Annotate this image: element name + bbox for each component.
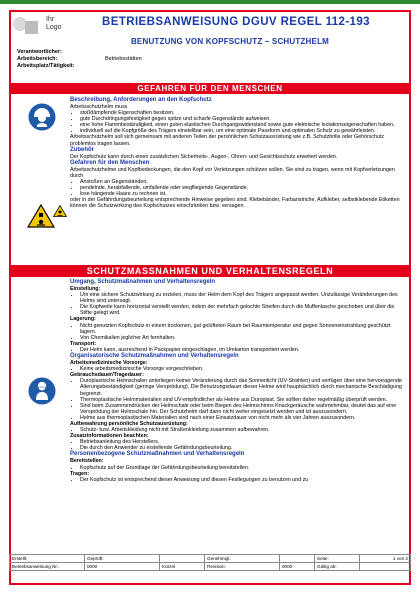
heading-zubehoer: Zubehör <box>70 146 94 153</box>
head-injury-warning-icon <box>53 204 67 222</box>
footer-empty <box>360 563 411 571</box>
subheading-einstellung: Einstellung: <box>70 286 101 292</box>
list-item: • Die durch den Anwender zu erstellende Gefährdungsbeurteilung. <box>80 445 405 451</box>
meta-row <box>17 63 142 70</box>
list-item: • lose hängende Haare zu rechnen ist, <box>80 191 405 197</box>
logo-shape-icon <box>11 14 41 40</box>
list-item: • Duroplastische Helmschalen unterliegen keiner Veränderung durch das Sonnenlicht (UV-Strahlen) und verfügen über eine hervorragende Alterungsbeständigkeit (geringe Versprödung). Die Benutzungsdauer dieser Helme wird hauptsächlich durch mechanische Beschädigung begrenzt. <box>80 378 405 396</box>
lagerung-list <box>70 323 405 341</box>
list-item: • Sind beim Zusammendrücken der Helmschale oder beim Biegen des Helmschirms Knackgeräusche wahrnehmbar, deutet das auf eine Versprödung der Helmschale hin. Der Schutzhelm darf dann nicht weiter eingesetzt werden und ist auszusondern. <box>80 403 405 415</box>
list-item: • Von Chemikalien jeglicher Art fernhalten. <box>80 335 405 341</box>
falling-object-warning-icon <box>27 204 55 233</box>
list-item: • Der Helm kann, ausreichend in Packpapier eingeschlagen, im Umkarton transportiert werden. <box>80 347 405 353</box>
document-subtitle: BENUTZUNG VON KOPFSCHUTZ – SCHUTZHELM <box>130 37 330 46</box>
list-item: • Nicht genutzten Kopfschutz in einem trockenen, gut gelüfteten Raum bei Raumtemperatur und gegen Sonneneinstrahlung geschützt lagern. <box>80 323 405 335</box>
subheading-bereitstellen: Bereitstellen: <box>70 458 104 465</box>
section-gefahren-content <box>70 97 405 209</box>
meta-block <box>17 49 142 70</box>
section-schutz-content <box>70 279 405 483</box>
list-item: • Schutz- bzw. Arbeitskleidung nicht mit Straßenkleidung zusammen aufbewahren. <box>80 427 405 433</box>
heading-personenbezogen: Personenbezogene Schutzmaßnahmen und Verhaltensregeln <box>70 451 245 458</box>
footer-gueltig: Gültig ab: <box>315 563 360 571</box>
list-item: • Thermoplastische Helmmaterialien sind UV-empfindlicher als Helme aus Duroplast. Sie sollten daher regelmäßig überprüft werden. <box>80 397 405 403</box>
heading-umgang: Umgang, Schutzmaßnahmen und Verhaltensregeln <box>70 279 216 285</box>
list-item: • Helme aus thermoplastischen Materialien sind nach einer Einsatzdauer von nicht mehr als vier Jahren auszusondern. <box>80 415 405 421</box>
footer-revision: Revision: <box>205 563 280 571</box>
footer-empty <box>160 555 205 563</box>
meta-row <box>17 49 142 56</box>
footer-seite-value: 1 von 2 <box>360 555 411 563</box>
meta-label: Verantwortlicher: <box>17 49 62 55</box>
zusatz-list <box>70 439 405 451</box>
helmet-mandatory-icon <box>28 103 56 136</box>
list-item: • gute Durchdringungsfestigkeit gegen spitze und scharfe Gegenstände aufweisen. <box>80 116 405 122</box>
list-item: • Keine arbeitsmedizinische Vorsorge vorgeschrieben. <box>80 366 405 372</box>
footer-empty <box>280 555 315 563</box>
list-item: • pendelnde, herabfallende, umfallende oder wegfliegende Gegenstände, <box>80 185 405 191</box>
gefahren-text: oder in der Gefährdungsbeurteilung entsprechende Hinweise gegeben sind. Klebebänder, Farbanstriche, Aufkleber, selbstklebende Etiketten können die Schutzwirkung des Kopfschutzes einschränken bzw. versagen. <box>70 197 400 210</box>
subheading-zusatz: Zusatzinformationen beachten: <box>70 433 149 440</box>
subheading-vorsorge: Arbeitsmedizinische Vorsorge: <box>70 360 148 367</box>
gebrauch-list <box>70 378 405 421</box>
desc-text: Arbeitsschutzhelm soll sich gemeinsam mit anderen Teilen der persönlichen Schutzausrüstung wie z.B. Schutzbrille oder Gehörschutz problemlos tragen lassen. <box>70 134 385 147</box>
footer-genehmigt: Genehmigt: <box>205 555 280 563</box>
heading-beschreibung: Beschreibung, Anforderungen an den Kopfschutz <box>70 97 212 103</box>
list-item: • Um eine sichere Schutzwirkung zu erzielen, muss der Helm dem Kopf des Trägers angepasst werden. Unzulässige Veränderungen des Helms sind untersagt. <box>80 292 405 304</box>
section-band-gefahren: GEFAHREN FÜR DEN MENSCHEN <box>9 83 411 94</box>
document-title: BETRIEBSANWEISUNG DGUV REGEL 112-193 <box>102 16 370 28</box>
footer-kuerzel: Kürzel <box>160 563 205 571</box>
footer-ba-nr: Betriebsanweisung Nr.: <box>10 563 85 571</box>
meta-label: Arbeitsplatz/Tätigkeit: <box>17 63 75 69</box>
list-item: • Der Kopfschutz ist entsprechend dieser Anweisung und diesen Festlegungen zu benutzen und zu <box>80 477 405 483</box>
gefahren-intro: Arbeitsschutzhelme und Kopfbedeckungen, die den Kopf vor Verletzungen schützen sollen. Sie sind zu tragen, wenn mit Kopfverletzungen durch <box>70 166 395 179</box>
heading-gefahren: Gefahren für den Menschen <box>70 159 150 166</box>
desc-intro: Arbeitsschutzhelm muss <box>70 104 128 110</box>
helmet-mandatory-icon <box>28 377 56 410</box>
desc-list <box>70 110 405 134</box>
heading-organisatorisch: Organisatorische Schutzmaßnahmen und Verhaltensregeln <box>70 353 239 360</box>
list-item: • Kopfschutz auf der Grundlage der Gefährdungsbeurteilung bereitstellen. <box>80 465 405 471</box>
list-item: • Die Kopfweite kann horizontal verstellt werden, indem der mehrfach gelochte Streifen durch die Muffenlasche geschoben und über die Stifte gelegt wird. <box>80 304 405 316</box>
footer-seite: Seite: <box>315 555 360 563</box>
footer-erstellt: Erstellt: <box>10 555 85 563</box>
footer-revision-value: 0000 <box>280 563 315 571</box>
subheading-transport: Transport: <box>70 340 97 347</box>
subheading-lagerung: Lagerung: <box>70 316 96 323</box>
meta-row <box>17 56 142 63</box>
company-logo-placeholder <box>11 14 41 40</box>
subheading-tragen: Tragen: <box>70 470 90 477</box>
subheading-gebrauch: Gebrauchsdauer/Tragedauer: <box>70 372 144 379</box>
zubehoer-text: Der Kopfschutz kann durch einen zusätzlichen Sicherheits-, Augen-, Ohren- und Gesichtsschutz erweitert werden. <box>70 153 338 160</box>
subheading-aufbewahrung: Aufbewahrung persönliche Schutzausrüstung: <box>70 420 188 427</box>
logo-text: Ihr Logo <box>46 16 62 31</box>
section-band-schutz: SCHUTZMASSNAHMEN UND VERHALTENSREGELN <box>9 265 411 277</box>
list-item: • Betriebsanleitung des Herstellers. <box>80 439 405 445</box>
tragen-list <box>70 477 405 483</box>
top-accent-line <box>0 0 420 4</box>
list-item: • Anstoßen an Gegenständen, <box>80 179 405 185</box>
meta-label: Arbeitsbereich: <box>17 56 58 62</box>
footer-table <box>9 554 411 571</box>
list-item: • eine hohe Flammbeständigkeit, einen guten elastischen Durchgangswiderstand sowie gute elektrische Isolationseigenschaften haben. <box>80 122 405 128</box>
footer-geprueft: Geprüft: <box>85 555 160 563</box>
list-item: • individuell auf die Kopfgröße des Trägers einstellbar sein, um eine optimale Passform und optimalen Schutz zu gewährleisten. <box>80 128 405 134</box>
list-item: • stoßdämpfende Eigenschaften besitzen. <box>80 110 405 116</box>
gefahren-list <box>70 179 405 197</box>
meta-value: Betriebsstätten <box>105 56 142 62</box>
einstellung-list <box>70 292 405 316</box>
footer-ba-nr-value: 0000 <box>85 563 160 571</box>
